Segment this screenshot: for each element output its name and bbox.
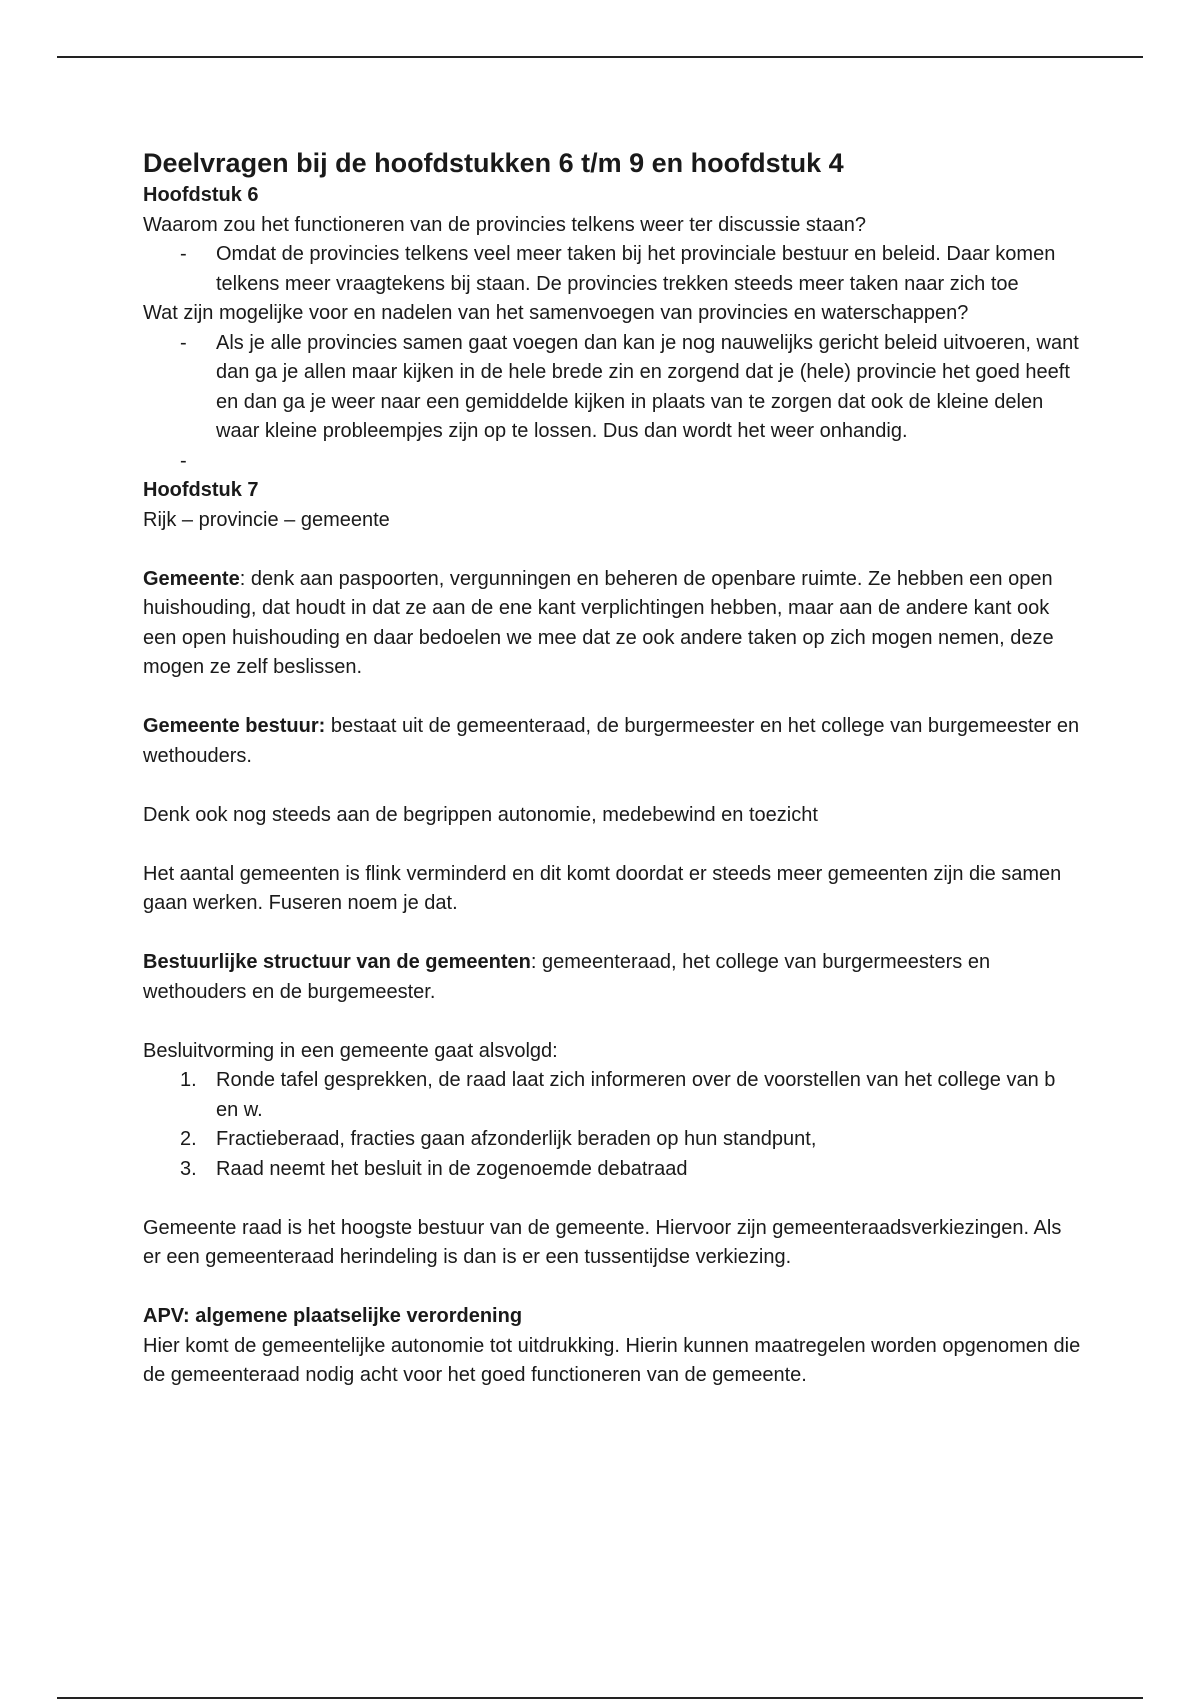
structuur-label: Bestuurlijke structuur van de gemeenten	[143, 951, 531, 973]
raad-paragraph: Gemeente raad is het hoogste bestuur van de gemeente. Hiervoor zijn gemeenteraadsverkiezingen. Als er een gemeenteraad herindeling is dan is er een tussentijdse verkiezing.	[143, 1216, 1062, 1268]
answer-1-item	[143, 240, 1083, 299]
list-number: 1.	[180, 1069, 197, 1091]
apv-paragraph: Hier komt de gemeentelijke autonomie tot uitdrukking. Hierin kunnen maatregelen worden opgenomen die de gemeenteraad nodig acht voor het goed functioneren van de gemeente.	[143, 1334, 1081, 1386]
empty-list-item	[143, 447, 1083, 477]
document-title: Deelvragen bij de hoofdstukken 6 t/m 9 en hoofdstuk 4	[143, 148, 844, 178]
document-body	[143, 145, 1083, 1391]
list-number: 3.	[180, 1157, 197, 1180]
bestuur-label: Gemeente bestuur:	[143, 715, 326, 737]
list-item	[143, 1155, 1083, 1185]
aantal-paragraph: Het aantal gemeenten is flink verminderd en dit komt doordat er steeds meer gemeenten zijn die samen gaan werken. Fuseren noem je dat.	[143, 862, 1062, 914]
begrippen-paragraph: Denk ook nog steeds aan de begrippen autonomie, medebewind en toezicht	[143, 803, 818, 826]
list-item-text: Raad neemt het besluit in de zogenoemde debatraad	[216, 1157, 688, 1180]
government-levels: Rijk – provincie – gemeente	[143, 508, 390, 531]
structuur-paragraph	[143, 948, 1083, 1007]
answer-2-item	[143, 329, 1083, 447]
list-item-text: Fractieberaad, fracties gaan afzonderlijk beraden op hun standpunt,	[216, 1128, 817, 1150]
dash-bullet: -	[180, 449, 187, 472]
gemeente-text: : denk aan paspoorten, vergunningen en beheren de openbare ruimte. Ze hebben een open huishouding, dat houdt in dat ze aan de ene kant verplichtingen hebben, maar aan de andere kant ook een open huishouding en daar bedoelen we mee dat ze ook andere taken op zich mogen nemen, deze mogen ze zelf beslissen.	[143, 567, 1054, 678]
footer-rule	[57, 1697, 1143, 1699]
gemeente-label: Gemeente	[143, 567, 240, 590]
list-item-text: Ronde tafel gesprekken, de raad laat zich informeren over de voorstellen van het college van b en w.	[216, 1069, 1056, 1121]
list-number: 2.	[180, 1128, 197, 1150]
chapter-7-heading: Hoofdstuk 7	[143, 479, 259, 501]
bestuur-text: bestaat uit de gemeenteraad, de burgermeester en het college van burgemeester en wethouders.	[143, 715, 1080, 767]
question-1: Waarom zou het functioneren van de provincies telkens weer ter discussie staan?	[143, 213, 866, 236]
structuur-text: : gemeenteraad, het college van burgermeesters en wethouders en de burgemeester.	[143, 951, 991, 1003]
dash-bullet: -	[180, 243, 187, 265]
besluit-intro: Besluitvorming in een gemeente gaat alsvolgd:	[143, 1039, 558, 1062]
chapter-6-heading: Hoofdstuk 6	[143, 184, 259, 206]
apv-heading: APV: algemene plaatselijke verordening	[143, 1305, 523, 1327]
question-2: Wat zijn mogelijke voor en nadelen van het samenvoegen van provincies en waterschappen?	[143, 302, 969, 324]
dash-bullet: -	[180, 331, 187, 354]
gemeente-paragraph	[143, 565, 1083, 683]
list-item	[143, 1066, 1083, 1125]
list-item	[143, 1125, 1083, 1155]
bestuur-paragraph	[143, 712, 1083, 771]
header-rule	[57, 56, 1143, 58]
answer-1-text: Omdat de provincies telkens veel meer taken bij het provinciale bestuur en beleid. Daar komen telkens meer vraagtekens bij staan. De provincies trekken steeds meer taken naar zich toe	[216, 243, 1056, 295]
answer-2-text: Als je alle provincies samen gaat voegen dan kan je nog nauwelijks gericht beleid uitvoeren, want dan ga je allen maar kijken in de hele brede zin en zorgend dat je (hele) provincie het goed heeft en dan ga je weer naar een gemiddelde kijken in plaats van te zorgen dat ook de kleine delen waar kleine probleempjes zijn op te lossen. Dus dan wordt het weer onhandig.	[216, 331, 1079, 442]
